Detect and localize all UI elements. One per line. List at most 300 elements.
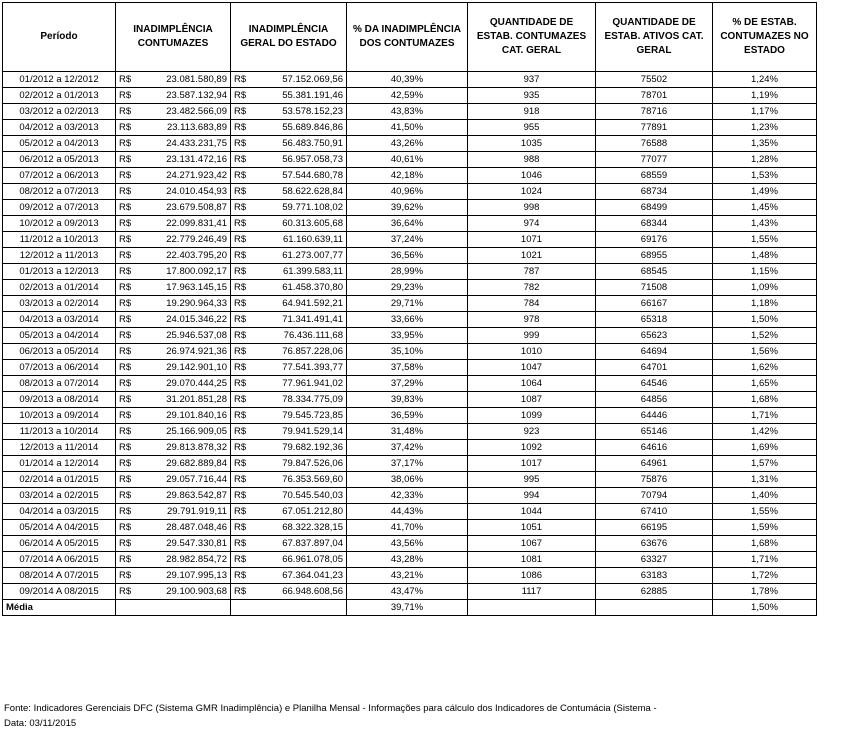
cell-inadimplencia-geral	[231, 312, 347, 328]
cell-pct-inadimplencia: 33,95%	[347, 328, 468, 344]
cell-pct-estab: 1,17%	[713, 104, 817, 120]
source-line: Fonte: Indicadores Gerenciais DFC (Sistema GMR Inadimplência) e Planilha Mensal - Informações para cálculo dos Indicadores de Contumácia (Sistema -	[4, 703, 657, 714]
cell-pct-estab: 1,62%	[713, 360, 817, 376]
cell-inadimplencia-contumazes-value: 23.081.580,89	[166, 74, 227, 85]
cell-inadimplencia-geral-value: 53.578.152,23	[282, 106, 343, 117]
currency-symbol: R$	[119, 186, 132, 197]
cell-pct-estab: 1,42%	[713, 424, 817, 440]
cell-qtd-contumazes: 935	[468, 88, 596, 104]
cell-qtd-ativos: 65318	[596, 312, 713, 328]
cell-pct-estab: 1,52%	[713, 328, 817, 344]
cell-pct-inadimplencia: 36,64%	[347, 216, 468, 232]
cell-inadimplencia-contumazes	[116, 120, 231, 136]
cell-inadimplencia-contumazes-value: 29.682.889,84	[166, 458, 227, 469]
contumacia-table	[2, 2, 817, 616]
cell-pct-estab: 1,55%	[713, 504, 817, 520]
cell-pct-inadimplencia: 36,59%	[347, 408, 468, 424]
cell-pct-inadimplencia: 42,59%	[347, 88, 468, 104]
cell-pct-estab: 1,68%	[713, 536, 817, 552]
cell-pct-inadimplencia: 41,50%	[347, 120, 468, 136]
cell-pct-inadimplencia: 37,17%	[347, 456, 468, 472]
currency-symbol: R$	[234, 394, 247, 405]
cell-periodo: 12/2013 a 11/2014	[3, 440, 116, 456]
cell-inadimplencia-contumazes-value: 25.166.909,05	[166, 426, 227, 437]
cell-qtd-ativos: 65623	[596, 328, 713, 344]
cell-inadimplencia-contumazes	[116, 184, 231, 200]
cell-qtd-ativos: 63183	[596, 568, 713, 584]
cell-qtd-ativos: 70794	[596, 488, 713, 504]
cell-inadimplencia-geral	[231, 248, 347, 264]
cell-qtd-contumazes: 784	[468, 296, 596, 312]
table-row	[3, 88, 817, 104]
currency-symbol: R$	[234, 522, 247, 533]
cell-pct-inadimplencia: 43,56%	[347, 536, 468, 552]
cell-inadimplencia-contumazes-value: 29.813.878,32	[166, 442, 227, 453]
cell-inadimplencia-geral-value: 76.857.228,06	[282, 346, 343, 357]
cell-periodo: 01/2014 a 12/2014	[3, 456, 116, 472]
cell-inadimplencia-contumazes	[116, 264, 231, 280]
cell-pct-inadimplencia: 41,70%	[347, 520, 468, 536]
currency-symbol: R$	[119, 298, 132, 309]
cell-inadimplencia-geral-value: 79.847.526,06	[282, 458, 343, 469]
cell-inadimplencia-contumazes	[116, 552, 231, 568]
cell-pct-estab: 1,69%	[713, 440, 817, 456]
cell-qtd-contumazes: 1051	[468, 520, 596, 536]
currency-symbol: R$	[234, 106, 247, 117]
cell-pct-estab: 1,71%	[713, 408, 817, 424]
currency-symbol: R$	[234, 298, 247, 309]
cell-inadimplencia-geral	[231, 488, 347, 504]
header-row	[3, 3, 817, 72]
cell-inadimplencia-geral	[231, 392, 347, 408]
currency-symbol: R$	[234, 538, 247, 549]
table-row	[3, 344, 817, 360]
currency-symbol: R$	[119, 282, 132, 293]
cell-pct-inadimplencia: 43,47%	[347, 584, 468, 600]
cell-periodo: 08/2014 A 07/2015	[3, 568, 116, 584]
cell-pct-inadimplencia: 43,21%	[347, 568, 468, 584]
currency-symbol: R$	[234, 362, 247, 373]
cell-inadimplencia-contumazes	[116, 584, 231, 600]
cell-pct-inadimplencia: 43,83%	[347, 104, 468, 120]
cell-inadimplencia-geral	[231, 456, 347, 472]
currency-symbol: R$	[119, 394, 132, 405]
table-row	[3, 488, 817, 504]
average-label: Média	[3, 600, 116, 616]
currency-symbol: R$	[119, 218, 132, 229]
cell-qtd-ativos: 66195	[596, 520, 713, 536]
cell-inadimplencia-contumazes-value: 29.863.542,87	[166, 490, 227, 501]
cell-inadimplencia-contumazes-value: 17.800.092,17	[166, 266, 227, 277]
cell-pct-inadimplencia: 31,48%	[347, 424, 468, 440]
cell-inadimplencia-geral-value: 77.961.941,02	[282, 378, 343, 389]
cell-periodo: 09/2013 a 08/2014	[3, 392, 116, 408]
cell-inadimplencia-contumazes-value: 23.113.683,89	[166, 122, 227, 133]
currency-symbol: R$	[234, 458, 247, 469]
cell-inadimplencia-geral-value: 57.152.069,56	[282, 74, 343, 85]
cell-qtd-contumazes: 1021	[468, 248, 596, 264]
cell-inadimplencia-geral	[231, 280, 347, 296]
cell-inadimplencia-contumazes	[116, 520, 231, 536]
table-row	[3, 120, 817, 136]
cell-inadimplencia-contumazes	[116, 216, 231, 232]
table-row	[3, 472, 817, 488]
cell-inadimplencia-geral	[231, 520, 347, 536]
cell-qtd-contumazes: 1064	[468, 376, 596, 392]
table-row	[3, 520, 817, 536]
header-inadimplencia-contumazes: INADIMPLÊNCIA CONTUMAZES	[116, 3, 231, 72]
cell-qtd-ativos: 66167	[596, 296, 713, 312]
table-row	[3, 552, 817, 568]
cell-qtd-contumazes: 1044	[468, 504, 596, 520]
table-row	[3, 328, 817, 344]
cell-inadimplencia-geral	[231, 264, 347, 280]
currency-symbol: R$	[119, 138, 132, 149]
cell-qtd-contumazes: 1067	[468, 536, 596, 552]
cell-qtd-contumazes: 918	[468, 104, 596, 120]
currency-symbol: R$	[119, 234, 132, 245]
cell-qtd-contumazes: 1024	[468, 184, 596, 200]
currency-symbol: R$	[234, 474, 247, 485]
cell-periodo: 08/2013 a 07/2014	[3, 376, 116, 392]
cell-pct-estab: 1,09%	[713, 280, 817, 296]
currency-symbol: R$	[119, 90, 132, 101]
cell-pct-inadimplencia: 35,10%	[347, 344, 468, 360]
currency-symbol: R$	[234, 266, 247, 277]
cell-qtd-contumazes: 1046	[468, 168, 596, 184]
table-row	[3, 280, 817, 296]
cell-inadimplencia-contumazes-value: 22.099.831,41	[166, 218, 227, 229]
table-row	[3, 408, 817, 424]
cell-periodo: 04/2013 a 03/2014	[3, 312, 116, 328]
average-row	[3, 600, 817, 616]
table-row	[3, 72, 817, 88]
cell-qtd-contumazes: 995	[468, 472, 596, 488]
cell-inadimplencia-contumazes	[116, 536, 231, 552]
cell-periodo: 02/2013 a 01/2014	[3, 280, 116, 296]
cell-qtd-ativos: 63676	[596, 536, 713, 552]
cell-pct-inadimplencia: 43,28%	[347, 552, 468, 568]
cell-qtd-ativos: 64701	[596, 360, 713, 376]
average-empty	[231, 600, 347, 616]
cell-periodo: 05/2012 a 04/2013	[3, 136, 116, 152]
cell-periodo: 06/2013 a 05/2014	[3, 344, 116, 360]
table-row	[3, 104, 817, 120]
cell-inadimplencia-geral-value: 56.957.058,73	[282, 154, 343, 165]
cell-qtd-contumazes: 1087	[468, 392, 596, 408]
cell-inadimplencia-geral-value: 66.948.608,56	[282, 586, 343, 597]
cell-qtd-ativos: 69176	[596, 232, 713, 248]
cell-inadimplencia-geral-value: 76.353.569,60	[282, 474, 343, 485]
cell-pct-inadimplencia: 36,56%	[347, 248, 468, 264]
cell-pct-estab: 1,50%	[713, 312, 817, 328]
table-row	[3, 168, 817, 184]
cell-pct-inadimplencia: 43,26%	[347, 136, 468, 152]
currency-symbol: R$	[119, 506, 132, 517]
cell-inadimplencia-contumazes	[116, 88, 231, 104]
currency-symbol: R$	[119, 362, 132, 373]
header-qtd-contumazes: QUANTIDADE DE ESTAB. CONTUMAZES CAT. GERAL	[468, 3, 596, 72]
cell-periodo: 02/2012 a 01/2013	[3, 88, 116, 104]
cell-pct-estab: 1,78%	[713, 584, 817, 600]
cell-pct-inadimplencia: 29,23%	[347, 280, 468, 296]
table-row	[3, 312, 817, 328]
cell-inadimplencia-geral-value: 77.541.393,77	[282, 362, 343, 373]
currency-symbol: R$	[119, 570, 132, 581]
cell-inadimplencia-geral	[231, 152, 347, 168]
cell-inadimplencia-geral-value: 76.436.111,68	[283, 330, 343, 341]
cell-qtd-ativos: 68955	[596, 248, 713, 264]
cell-pct-estab: 1,59%	[713, 520, 817, 536]
table-row	[3, 136, 817, 152]
cell-qtd-ativos: 67410	[596, 504, 713, 520]
cell-qtd-contumazes: 937	[468, 72, 596, 88]
cell-pct-estab: 1,65%	[713, 376, 817, 392]
cell-pct-inadimplencia: 33,66%	[347, 312, 468, 328]
cell-periodo: 01/2013 a 12/2013	[3, 264, 116, 280]
cell-inadimplencia-contumazes-value: 29.547.330,81	[166, 538, 227, 549]
cell-inadimplencia-geral-value: 66.961.078,05	[282, 554, 343, 565]
cell-inadimplencia-contumazes-value: 28.487.048,46	[166, 522, 227, 533]
currency-symbol: R$	[234, 250, 247, 261]
currency-symbol: R$	[234, 586, 247, 597]
currency-symbol: R$	[119, 586, 132, 597]
cell-inadimplencia-contumazes-value: 31.201.851,28	[166, 394, 227, 405]
cell-qtd-ativos: 78701	[596, 88, 713, 104]
cell-periodo: 06/2012 a 05/2013	[3, 152, 116, 168]
currency-symbol: R$	[119, 330, 132, 341]
currency-symbol: R$	[234, 506, 247, 517]
currency-symbol: R$	[119, 122, 132, 133]
table-row	[3, 360, 817, 376]
cell-pct-estab: 1,56%	[713, 344, 817, 360]
cell-inadimplencia-geral-value: 61.399.583,11	[282, 266, 343, 277]
table-body	[3, 72, 817, 616]
cell-periodo: 02/2014 a 01/2015	[3, 472, 116, 488]
cell-periodo: 09/2012 a 07/2013	[3, 200, 116, 216]
source-note	[4, 701, 852, 731]
cell-inadimplencia-contumazes	[116, 312, 231, 328]
currency-symbol: R$	[119, 378, 132, 389]
cell-periodo: 01/2012 a 12/2012	[3, 72, 116, 88]
cell-inadimplencia-contumazes-value: 19.290.964,33	[166, 298, 227, 309]
cell-inadimplencia-geral-value: 58.622.628,84	[282, 186, 343, 197]
table-row	[3, 440, 817, 456]
cell-inadimplencia-contumazes-value: 26.974.921,36	[166, 346, 227, 357]
cell-inadimplencia-geral	[231, 328, 347, 344]
cell-inadimplencia-geral	[231, 424, 347, 440]
cell-pct-inadimplencia: 37,42%	[347, 440, 468, 456]
table-row	[3, 456, 817, 472]
cell-inadimplencia-geral	[231, 408, 347, 424]
cell-inadimplencia-geral-value: 79.941.529,14	[282, 426, 343, 437]
cell-inadimplencia-geral	[231, 472, 347, 488]
cell-pct-estab: 1,19%	[713, 88, 817, 104]
cell-inadimplencia-geral	[231, 552, 347, 568]
cell-qtd-contumazes: 1047	[468, 360, 596, 376]
currency-symbol: R$	[119, 170, 132, 181]
cell-periodo: 11/2013 a 10/2014	[3, 424, 116, 440]
cell-inadimplencia-geral-value: 79.545.723,85	[282, 410, 343, 421]
cell-pct-estab: 1,40%	[713, 488, 817, 504]
currency-symbol: R$	[234, 554, 247, 565]
currency-symbol: R$	[234, 202, 247, 213]
table-row	[3, 504, 817, 520]
cell-pct-estab: 1,24%	[713, 72, 817, 88]
cell-periodo: 03/2014 a 02/2015	[3, 488, 116, 504]
cell-inadimplencia-geral	[231, 296, 347, 312]
currency-symbol: R$	[119, 474, 132, 485]
currency-symbol: R$	[119, 426, 132, 437]
currency-symbol: R$	[119, 250, 132, 261]
cell-inadimplencia-contumazes	[116, 376, 231, 392]
cell-inadimplencia-geral	[231, 72, 347, 88]
cell-periodo: 04/2012 a 03/2013	[3, 120, 116, 136]
cell-periodo: 03/2013 a 02/2014	[3, 296, 116, 312]
currency-symbol: R$	[119, 490, 132, 501]
table-row	[3, 392, 817, 408]
cell-qtd-contumazes: 1010	[468, 344, 596, 360]
cell-inadimplencia-geral-value: 60.313.605,68	[282, 218, 343, 229]
cell-pct-inadimplencia: 42,33%	[347, 488, 468, 504]
cell-inadimplencia-geral	[231, 216, 347, 232]
currency-symbol: R$	[234, 490, 247, 501]
cell-inadimplencia-contumazes-value: 24.010.454,93	[166, 186, 227, 197]
currency-symbol: R$	[119, 266, 132, 277]
cell-inadimplencia-contumazes	[116, 472, 231, 488]
cell-inadimplencia-contumazes	[116, 568, 231, 584]
cell-inadimplencia-geral-value: 67.364.041,23	[282, 570, 343, 581]
cell-inadimplencia-geral-value: 71.341.491,41	[282, 314, 343, 325]
cell-inadimplencia-geral-value: 61.273.007,77	[282, 250, 343, 261]
cell-inadimplencia-contumazes-value: 23.679.508,87	[166, 202, 227, 213]
currency-symbol: R$	[234, 330, 247, 341]
cell-inadimplencia-geral	[231, 232, 347, 248]
cell-periodo: 10/2012 a 09/2013	[3, 216, 116, 232]
cell-inadimplencia-geral-value: 55.381.191,46	[282, 90, 343, 101]
cell-pct-inadimplencia: 42,18%	[347, 168, 468, 184]
cell-pct-estab: 1,49%	[713, 184, 817, 200]
currency-symbol: R$	[234, 170, 247, 181]
cell-inadimplencia-contumazes	[116, 456, 231, 472]
table-row	[3, 296, 817, 312]
cell-pct-estab: 1,48%	[713, 248, 817, 264]
currency-symbol: R$	[234, 234, 247, 245]
cell-inadimplencia-geral	[231, 136, 347, 152]
cell-qtd-ativos: 68734	[596, 184, 713, 200]
cell-inadimplencia-contumazes	[116, 200, 231, 216]
currency-symbol: R$	[234, 74, 247, 85]
currency-symbol: R$	[119, 458, 132, 469]
cell-pct-estab: 1,35%	[713, 136, 817, 152]
cell-pct-estab: 1,15%	[713, 264, 817, 280]
cell-qtd-ativos: 64616	[596, 440, 713, 456]
cell-inadimplencia-contumazes-value: 23.131.472,16	[166, 154, 227, 165]
currency-symbol: R$	[234, 442, 247, 453]
cell-qtd-ativos: 68499	[596, 200, 713, 216]
cell-qtd-contumazes: 782	[468, 280, 596, 296]
cell-inadimplencia-geral	[231, 184, 347, 200]
cell-qtd-contumazes: 978	[468, 312, 596, 328]
cell-inadimplencia-geral-value: 61.458.370,80	[282, 282, 343, 293]
cell-inadimplencia-geral-value: 67.051.212,80	[282, 506, 343, 517]
currency-symbol: R$	[234, 154, 247, 165]
header-pct-inadimplencia: % DA INADIMPLÊNCIA DOS CONTUMAZES	[347, 3, 468, 72]
cell-inadimplencia-contumazes-value: 24.433.231,75	[166, 138, 227, 149]
cell-inadimplencia-contumazes-value: 22.403.795,20	[166, 250, 227, 261]
cell-inadimplencia-geral-value: 68.322.328,15	[282, 522, 343, 533]
cell-inadimplencia-contumazes	[116, 248, 231, 264]
table-row	[3, 584, 817, 600]
cell-inadimplencia-contumazes-value: 29.070.444,25	[166, 378, 227, 389]
cell-inadimplencia-contumazes-value: 23.587.132,94	[166, 90, 227, 101]
cell-pct-estab: 1,23%	[713, 120, 817, 136]
cell-inadimplencia-contumazes-value: 29.057.716,44	[166, 474, 227, 485]
cell-inadimplencia-geral-value: 67.837.897,04	[282, 538, 343, 549]
cell-inadimplencia-geral-value: 64.941.592,21	[282, 298, 343, 309]
cell-periodo: 07/2014 A 06/2015	[3, 552, 116, 568]
cell-inadimplencia-contumazes	[116, 488, 231, 504]
currency-symbol: R$	[119, 410, 132, 421]
cell-inadimplencia-geral	[231, 584, 347, 600]
cell-qtd-ativos: 68559	[596, 168, 713, 184]
cell-pct-inadimplencia: 44,43%	[347, 504, 468, 520]
cell-inadimplencia-geral	[231, 104, 347, 120]
cell-inadimplencia-geral	[231, 360, 347, 376]
currency-symbol: R$	[234, 426, 247, 437]
cell-qtd-contumazes: 1017	[468, 456, 596, 472]
cell-pct-inadimplencia: 38,06%	[347, 472, 468, 488]
currency-symbol: R$	[234, 186, 247, 197]
currency-symbol: R$	[119, 154, 132, 165]
currency-symbol: R$	[119, 106, 132, 117]
cell-inadimplencia-geral	[231, 440, 347, 456]
cell-inadimplencia-geral	[231, 88, 347, 104]
cell-qtd-ativos: 64546	[596, 376, 713, 392]
table-row	[3, 568, 817, 584]
cell-inadimplencia-contumazes	[116, 72, 231, 88]
cell-qtd-ativos: 75876	[596, 472, 713, 488]
cell-inadimplencia-contumazes	[116, 328, 231, 344]
cell-pct-inadimplencia: 39,62%	[347, 200, 468, 216]
source-date: Data: 03/11/2015	[4, 718, 77, 729]
cell-inadimplencia-contumazes	[116, 392, 231, 408]
table-row	[3, 536, 817, 552]
currency-symbol: R$	[119, 522, 132, 533]
cell-qtd-contumazes: 787	[468, 264, 596, 280]
cell-periodo: 03/2012 a 02/2013	[3, 104, 116, 120]
cell-qtd-contumazes: 998	[468, 200, 596, 216]
cell-qtd-ativos: 64446	[596, 408, 713, 424]
cell-periodo: 04/2014 a 03/2015	[3, 504, 116, 520]
cell-qtd-contumazes: 1081	[468, 552, 596, 568]
cell-qtd-contumazes: 1117	[468, 584, 596, 600]
currency-symbol: R$	[234, 90, 247, 101]
cell-inadimplencia-contumazes-value: 25.946.537,08	[166, 330, 227, 341]
cell-periodo: 05/2014 A 04/2015	[3, 520, 116, 536]
cell-inadimplencia-contumazes-value: 29.142.901,10	[166, 362, 227, 373]
cell-periodo: 10/2013 a 09/2014	[3, 408, 116, 424]
table-row	[3, 264, 817, 280]
average-empty	[596, 600, 713, 616]
cell-inadimplencia-geral-value: 55.689.846,86	[282, 122, 343, 133]
cell-pct-inadimplencia: 39,83%	[347, 392, 468, 408]
cell-qtd-ativos: 64961	[596, 456, 713, 472]
cell-pct-estab: 1,31%	[713, 472, 817, 488]
cell-qtd-ativos: 68545	[596, 264, 713, 280]
cell-qtd-contumazes: 1071	[468, 232, 596, 248]
cell-inadimplencia-contumazes	[116, 360, 231, 376]
